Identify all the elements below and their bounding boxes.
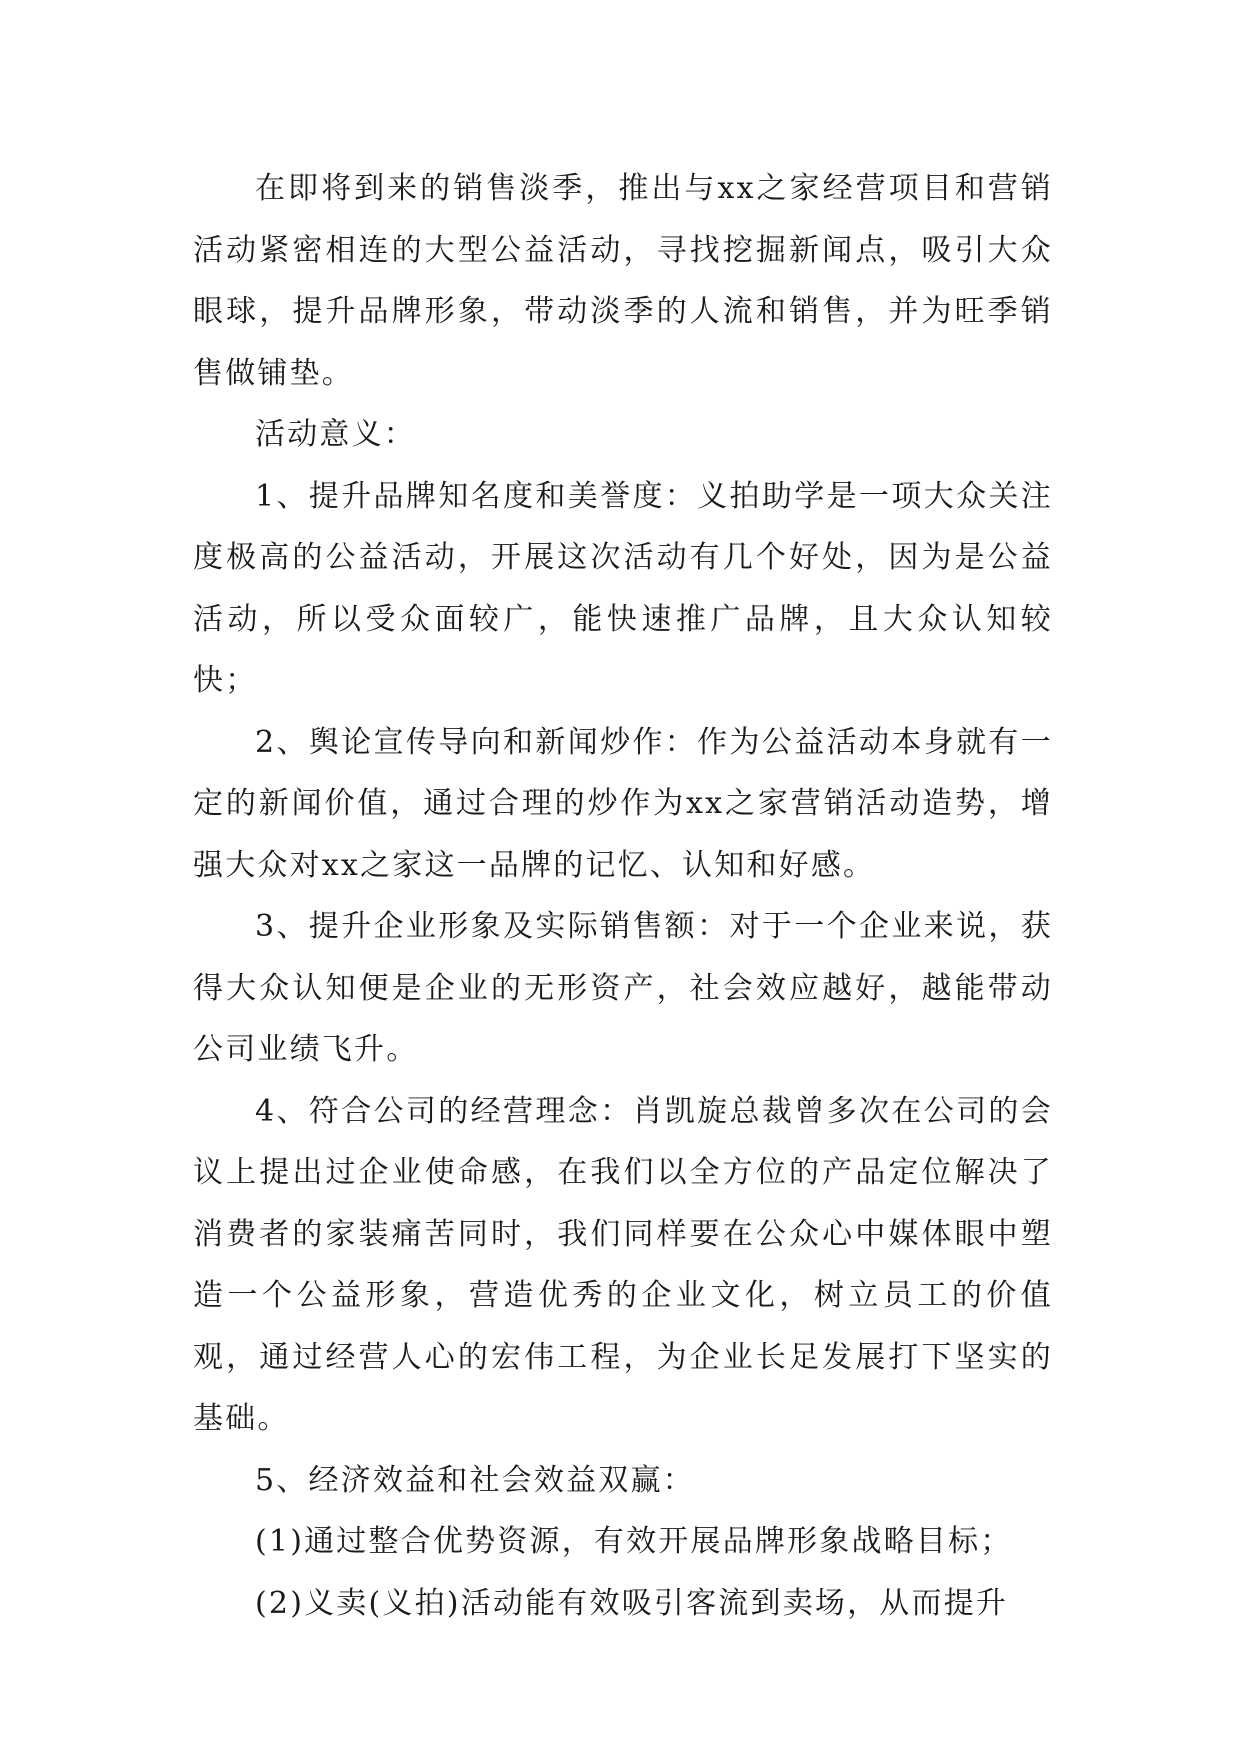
list-item-2: 2、舆论宣传导向和新闻炒作：作为公益活动本身就有一定的新闻价值，通过合理的炒作为xx之家营销活动造势，增强大众对xx之家这一品牌的记忆、认知和好感。	[193, 724, 1053, 883]
sub-item-1: (1)通过整合优势资源，有效开展品牌形象战略目标；	[255, 1524, 1013, 1559]
list-item-3: 3、提升企业形象及实际销售额：对于一个企业来说，获得大众认知便是企业的无形资产，社会效应越好，越能带动公司业绩飞升。	[193, 909, 1053, 1067]
intro-paragraph: 在即将到来的销售淡季，推出与xx之家经营项目和营销活动紧密相连的大型公益活动，寻找挖掘新闻点，吸引大众眼球，提升品牌形象，带动淡季的人流和销售，并为旺季销售做铺垫。	[193, 171, 1053, 391]
sub-item-2: (2)义卖(义拍)活动能有效吸引客流到卖场，从而提升	[255, 1585, 1009, 1621]
list-item-5: 5、经济效益和社会效益双赢：	[255, 1462, 695, 1498]
section-heading-activity-significance: 活动意义：	[255, 417, 416, 452]
list-item-1: 1、提升品牌知名度和美誉度：义拍助学是一项大众关注度极高的公益活动，开展这次活动有几个好处，因为是公益活动，所以受众面较广，能快速推广品牌，且大众认知较快；	[193, 478, 1053, 698]
document-body	[193, 158, 1053, 1634]
list-item-4: 4、符合公司的经营理念：肖凯旋总裁曾多次在公司的会议上提出过企业使命感，在我们以全方位的产品定位解决了消费者的家装痛苦同时，我们同样要在公众心中媒体眼中塑造一个公益形象，营造优秀的企业文化，树立员工的价值观，通过经营人心的宏伟工程，为企业长足发展打下坚实的基础。	[193, 1093, 1053, 1436]
